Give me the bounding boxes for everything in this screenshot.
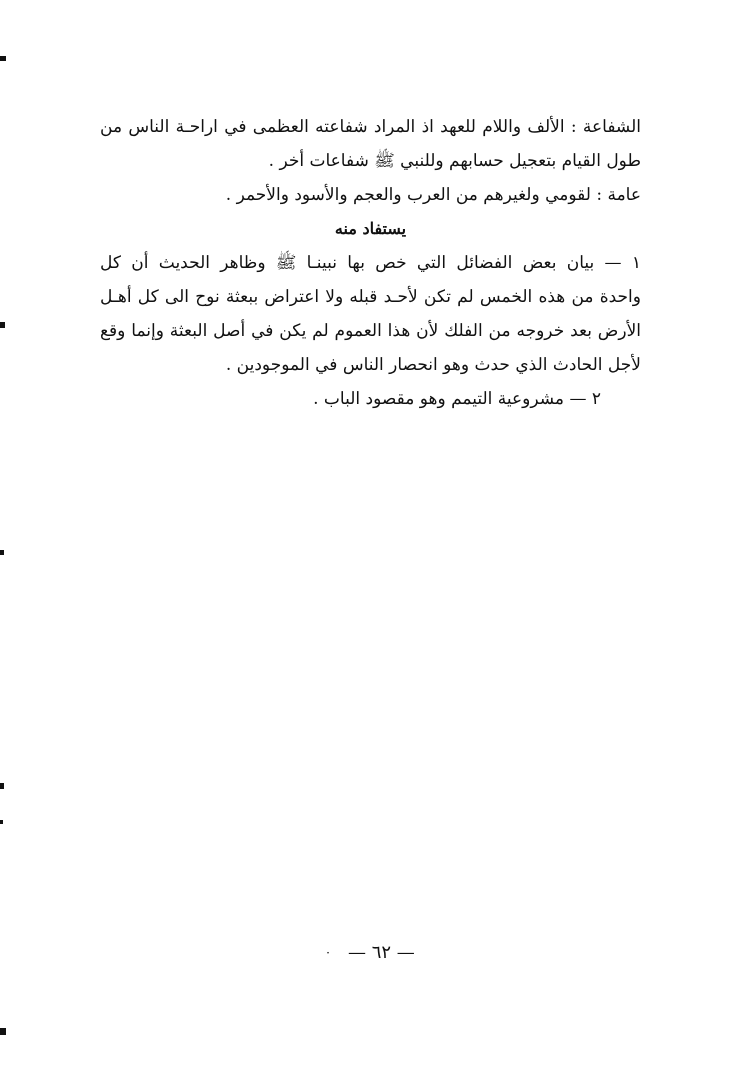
scan-edge-mark (0, 820, 3, 824)
page-number: — ٦٢ — (348, 942, 415, 963)
definition-shafaa-line-2: طول القيام بتعجيل حسابهم وللنبي ﷺ شفاعات أخر . (268, 150, 641, 171)
scan-edge-mark (0, 550, 4, 555)
definition-amma-line: عامة : لقومي ولغيرهم من العرب والعجم والأسود والأحمر . (225, 184, 641, 205)
definition-shafaa-line-1: الشفاعة : الألف واللام للعهد اذ المراد شفاعته العظمى في اراحـة الناس من (100, 117, 641, 137)
page-number-footer (0, 942, 741, 963)
page-number-dot: · (326, 946, 330, 960)
scan-edge-mark (0, 322, 5, 328)
scan-edge-mark (0, 783, 4, 789)
point-1-line-4: لأجل الحادث الذي حدث وهو انحصار الناس في الموجودين . (225, 354, 641, 375)
point-1-line-2: واحدة من هذه الخمس لم تكن لأحـد قبله ولا اعتراض ببعثة نوح الى كل أهـل (100, 287, 641, 307)
body-text (100, 110, 641, 416)
scan-edge-mark (0, 1028, 6, 1035)
point-2-line: ٢ — مشروعية التيمم وهو مقصود الباب . (313, 388, 601, 409)
scan-edge-mark (0, 56, 6, 61)
point-1-line-1: ١ — بيان بعض الفضائل التي خص بها نبينـا ﷺ وظاهر الحديث أن كل (100, 253, 641, 273)
section-heading: يستفاد منه (334, 219, 407, 238)
point-1-line-3: الأرض بعد خروجه من الفلك لأن هذا العموم لم يكن في أصل البعثة وإنما وقع (100, 321, 641, 341)
